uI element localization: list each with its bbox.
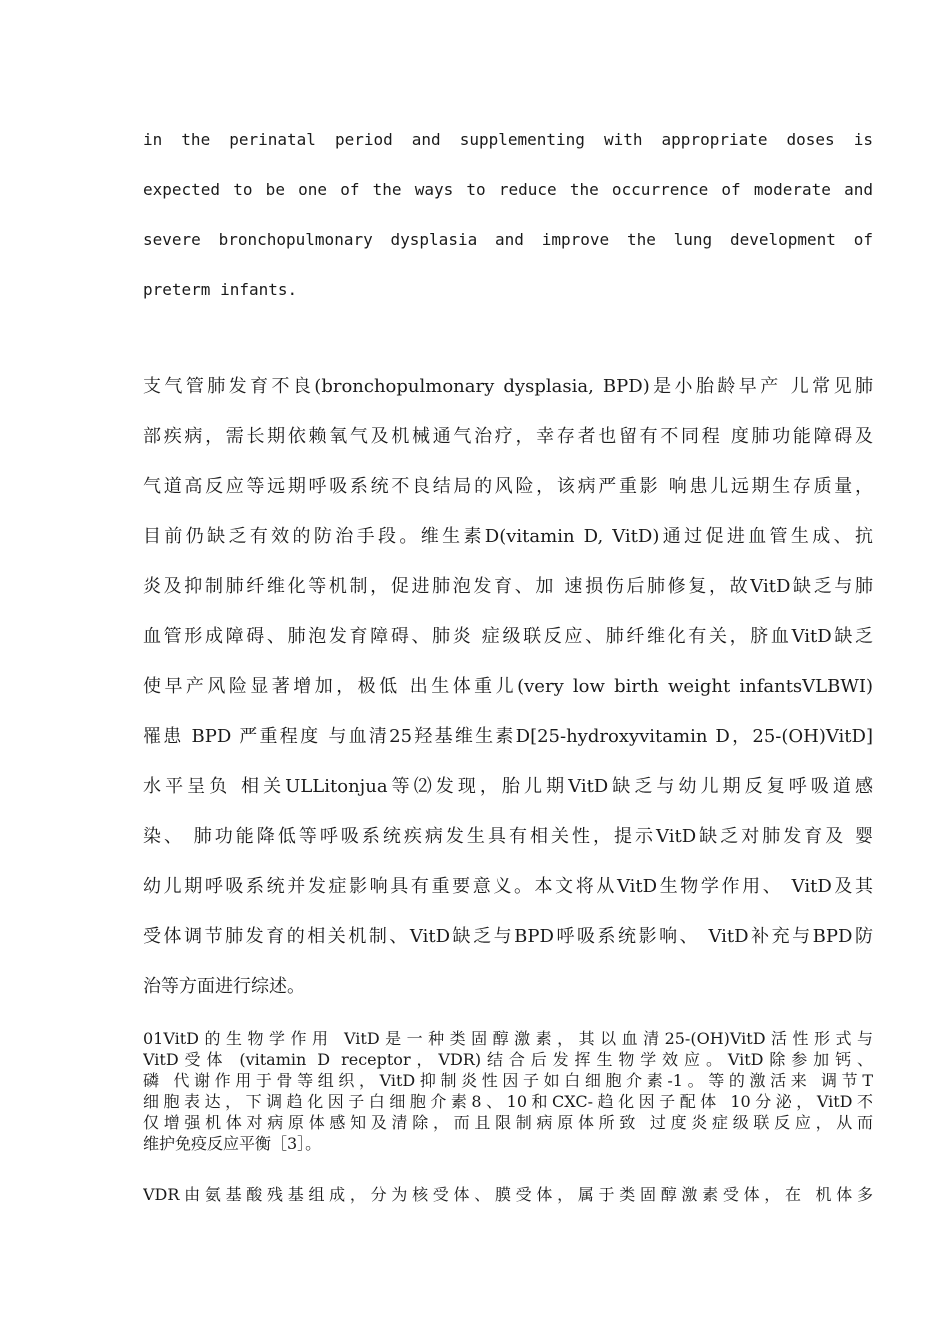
text-line: in the perinatal period and supplementing with appropriate doses is bbox=[143, 130, 873, 149]
text-line: 使早产风险显著增加，极低 出生体重儿(very low birth weight infantsVLBWI) bbox=[143, 676, 873, 697]
text-line: 细胞表达，下调趋化因子白细胞介素8、10和CXC-趋化因子配体 10分泌，VitD不 bbox=[143, 1092, 873, 1111]
text-line: 罹患 BPD 严重程度 与血清25羟基维生素D[25-hydroxyvitamin D，25-(OH)VitD] bbox=[143, 726, 873, 747]
text-line: 炎及抑制肺纤维化等机制，促进肺泡发育、加 速损伤后肺修复，故VitD缺乏与肺 bbox=[143, 576, 873, 597]
text-line: 仅增强机体对病原体感知及清除，而且限制病原体所致 过度炎症级联反应，从而 bbox=[143, 1113, 873, 1132]
text-line: 支气管肺发育不良(bronchopulmonary dysplasia, BPD)是小胎龄早产 儿常见肺 bbox=[143, 376, 873, 397]
text-line: 磷 代谢作用于骨等组织，VitD抑制炎性因子如白细胞介素-1。等的激活来 调节T bbox=[143, 1071, 873, 1090]
text-line: severe bronchopulmonary dysplasia and improve the lung development of bbox=[143, 230, 873, 249]
text-line: expected to be one of the ways to reduce the occurrence of moderate and bbox=[143, 180, 873, 199]
text-line: VDR由氨基酸残基组成，分为核受体、膜受体，属于类固醇激素受体，在 机体多 bbox=[143, 1185, 873, 1204]
text-line: 目前仍缺乏有效的防治手段。维生素D(vitamin D, VitD)通过促进血管生成、抗 bbox=[143, 526, 873, 547]
text-line: 治等方面进行综述。 bbox=[143, 976, 305, 997]
text-line: 幼儿期呼吸系统并发症影响具有重要意义。本文将从VitD生物学作用、 VitD及其 bbox=[143, 876, 873, 897]
text-line: 受体调节肺发育的相关机制、VitD缺乏与BPD呼吸系统影响、 VitD补充与BPD防 bbox=[143, 926, 873, 947]
text-line: 维护免疫反应平衡［3］。 bbox=[143, 1134, 322, 1153]
text-line: 气道高反应等远期呼吸系统不良结局的风险，该病严重影 响患儿远期生存质量， bbox=[143, 476, 873, 497]
text-line: 染、 肺功能降低等呼吸系统疾病发生具有相关性，提示VitD缺乏对肺发育及 婴 bbox=[143, 826, 873, 847]
text-line: 血管形成障碍、肺泡发育障碍、肺炎 症级联反应、肺纤维化有关，脐血VitD缺乏 bbox=[143, 626, 873, 647]
text-line: VitD受体 (vitamin D receptor，VDR)结合后发挥生物学效应。VitD除参加钙、 bbox=[143, 1050, 873, 1069]
text-line: 水平呈负 相关ULLitonjua等⑵发现，胎儿期VitD缺乏与幼儿期反复呼吸道感 bbox=[143, 776, 873, 797]
text-line: preterm infants. bbox=[143, 280, 298, 299]
text-line: 01VitD的生物学作用 VitD是一种类固醇激素，其以血清25-(OH)VitD活性形式与 bbox=[143, 1029, 873, 1048]
text-line: 部疾病，需长期依赖氧气及机械通气治疗，幸存者也留有不同程 度肺功能障碍及 bbox=[143, 426, 873, 447]
